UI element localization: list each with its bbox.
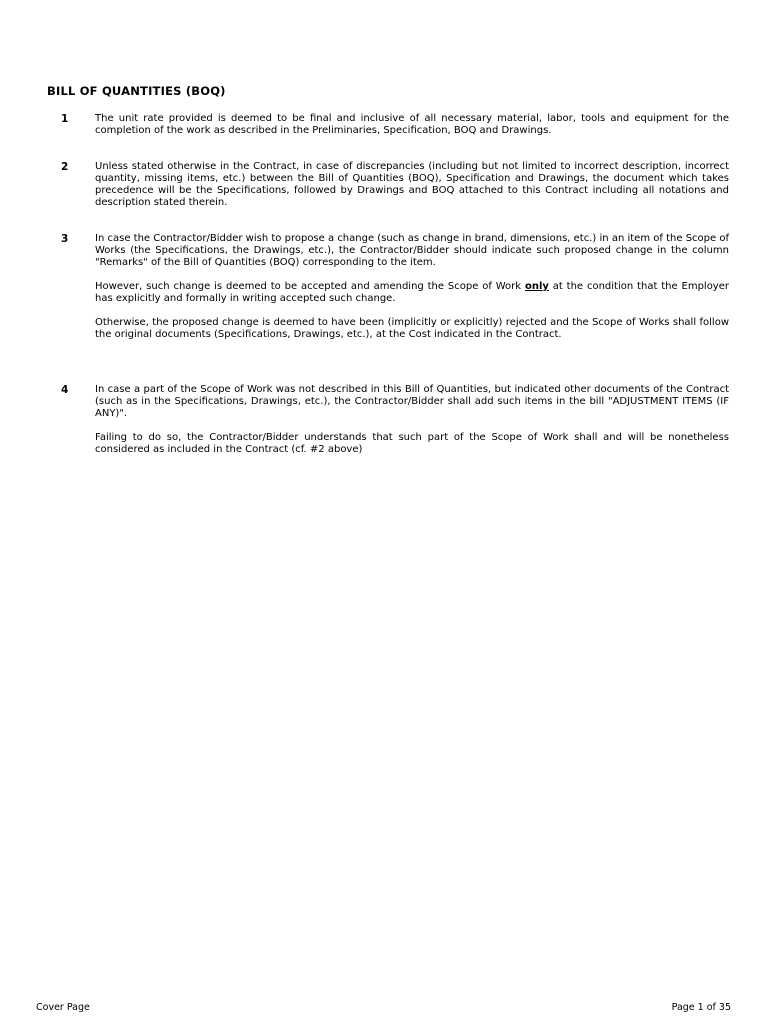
paragraph-text: However, such change is deemed to be accepted and amending the Scope of Work <box>95 281 525 292</box>
item-body <box>95 233 729 341</box>
item-body <box>95 384 729 456</box>
page-title: BILL OF QUANTITIES (BOQ) <box>47 84 226 98</box>
emphasis-only: only <box>524 281 549 292</box>
item-number: 3 <box>61 233 69 245</box>
item-number: 4 <box>61 384 69 396</box>
item-paragraph: Failing to do so, the Contractor/Bidder understands that such part of the Scope of Work shall and will be nonetheless considered as included in the Contract (cf. #2 above) <box>95 432 729 455</box>
item-number: 1 <box>61 113 69 125</box>
item-body <box>95 161 729 209</box>
item-paragraph: Otherwise, the proposed change is deemed to have been (implicitly or explicitly) rejected and the Scope of Works shall follow the original documents (Specifications, Drawings, etc.), at the Cost indicated in the Contract. <box>95 317 729 340</box>
item-paragraph: The unit rate provided is deemed to be final and inclusive of all necessary material, labor, tools and equipment for the completion of the work as described in the Preliminaries, Specification, BOQ and Drawings. <box>95 113 729 136</box>
paragraph-text: at the condition that the Employer has explicitly and formally in writing accepted such change. <box>95 281 729 304</box>
item-paragraph: In case the Contractor/Bidder wish to propose a change (such as change in brand, dimensions, etc.) in an item of the Scope of Works (the Specifications, the Drawings, etc.), the Contractor/Bidder should indicate such proposed change in the column "Remarks" of the Bill of Quantities (BOQ) corresponding to the item. <box>95 233 729 268</box>
item-paragraph <box>95 281 729 305</box>
footer-page-number: Page 1 of 35 <box>671 1002 731 1013</box>
item-paragraph: In case a part of the Scope of Work was not described in this Bill of Quantities, but indicated other documents of the Contract (such as in the Specifications, Drawings, etc.), the Contractor/Bidder shall add such items in the bill "ADJUSTMENT ITEMS (IF ANY)". <box>95 384 729 419</box>
item-paragraph: Unless stated otherwise in the Contract, in case of discrepancies (including but not limited to incorrect description, incorrect quantity, missing items, etc.) between the Bill of Quantities (BOQ), Specification and Drawings, the document which takes precedence will be the Specifications, followed by Drawings and BOQ attached to this Contract including all notations and description stated therein. <box>95 161 729 208</box>
item-number: 2 <box>61 161 69 173</box>
item-body <box>95 113 729 137</box>
footer-section-label: Cover Page <box>36 1002 90 1013</box>
